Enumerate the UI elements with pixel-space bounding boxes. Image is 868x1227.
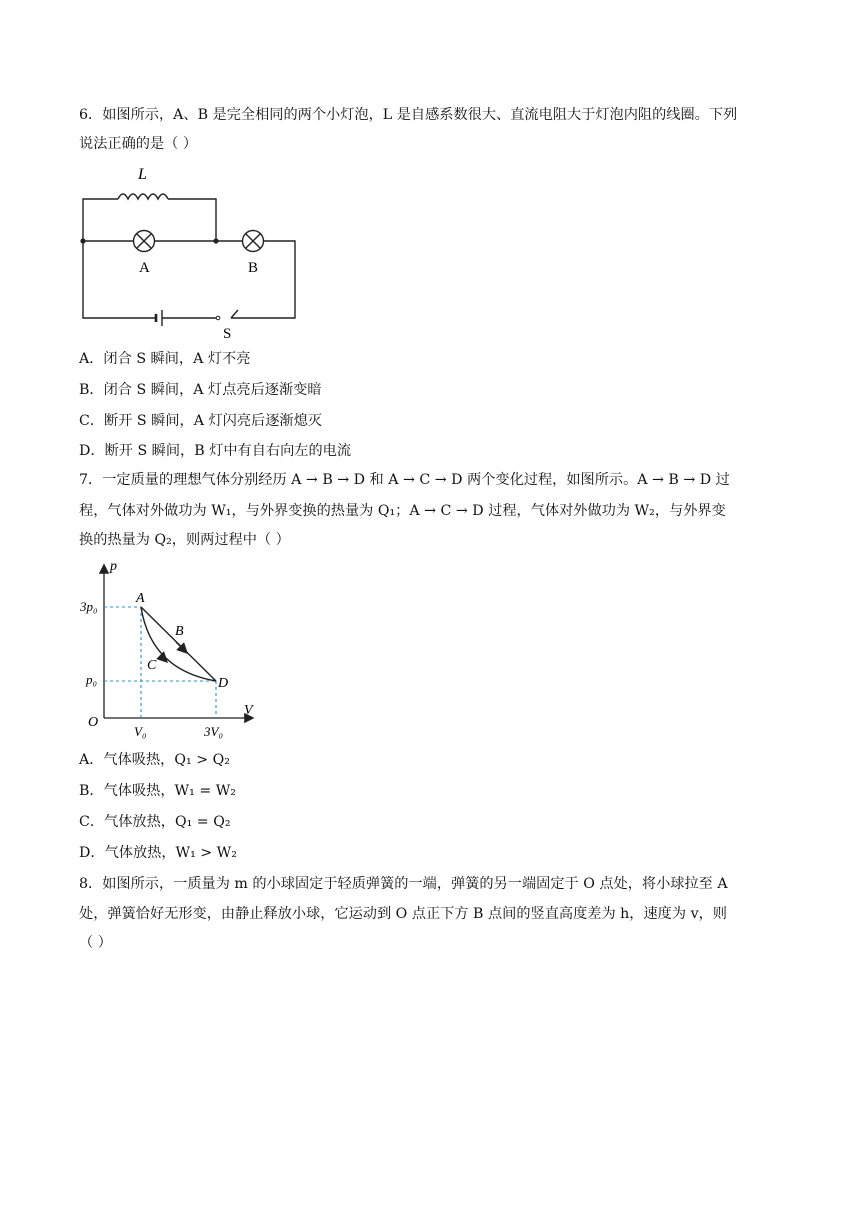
q7-option-d: D．气体放热，W₁ > W₂ [79, 845, 237, 861]
q8-stem-line2: 处，弹簧恰好无形变，由静止释放小球，它运动到 O 点正下方 B 点间的竖直高度差为 h，速度为 v，则 [79, 906, 727, 922]
tick-3p0: 3p₀ [80, 599, 98, 614]
axis-p-label: p [110, 559, 117, 574]
q7-stem-line3: 换的热量为 Q₂，则两过程中（ ） [79, 532, 290, 548]
label-B: B [248, 260, 259, 276]
q7-option-c: C．气体放热，Q₁ = Q₂ [79, 814, 231, 830]
q6-option-a: A．闭合 S 瞬间，A 灯不亮 [79, 351, 251, 367]
q6-option-c: C．断开 S 瞬间，A 灯闪亮后逐渐熄灭 [79, 413, 322, 429]
q8-stem-line3: （ ） [79, 935, 112, 951]
origin-label: O [88, 715, 99, 730]
q7-option-b: B．气体吸热，W₁ = W₂ [79, 783, 236, 799]
q7-stem-line2: 程，气体对外做功为 W₁，与外界变换的热量为 Q₁；A → C → D 过程，气体对外做功为 W₂，与外界变 [79, 503, 726, 519]
q7-pv-diagram [80, 556, 270, 746]
point-a-label: A [136, 591, 145, 606]
q7-stem-line1: 7．一定质量的理想气体分别经历 A → B → D 和 A → C → D 两个变化过程，如图所示。A → B → D 过 [79, 472, 730, 488]
q6-circuit-diagram [70, 160, 310, 345]
q8-stem-line1: 8．如图所示，一质量为 m 的小球固定于轻质弹簧的一端，弹簧的另一端固定于 O 点处，将小球拉至 A [79, 876, 728, 892]
q6-stem-line2: 说法正确的是（ ） [79, 136, 198, 152]
label-S: S [223, 326, 232, 342]
lamp-a-icon [134, 231, 155, 252]
dashed-guides [104, 607, 216, 718]
point-b-label: B [175, 624, 184, 639]
axis-v-label: V [244, 703, 253, 718]
tick-p0: p₀ [86, 672, 98, 687]
q6-option-b: B．闭合 S 瞬间，A 灯点亮后逐渐变暗 [79, 382, 322, 398]
point-c-label: C [147, 658, 157, 673]
q7-option-a: A．气体吸热，Q₁ > Q₂ [79, 752, 230, 768]
point-d-label: D [218, 676, 229, 691]
q6-option-d: D．断开 S 瞬间，B 灯中有自右向左的电流 [79, 443, 352, 459]
tick-v0: V₀ [134, 724, 147, 739]
switch-blade [231, 310, 238, 318]
label-L: L [138, 166, 147, 183]
lamp-b-icon [243, 231, 264, 252]
label-A: A [139, 260, 150, 276]
inductor-coil [118, 194, 168, 199]
tick-3v0: 3V₀ [204, 724, 223, 739]
q6-stem-line1: 6．如图所示，A、B 是完全相同的两个小灯泡，L 是自感系数很大、直流电阻大于灯泡内阻的线圈。下列 [79, 107, 738, 123]
